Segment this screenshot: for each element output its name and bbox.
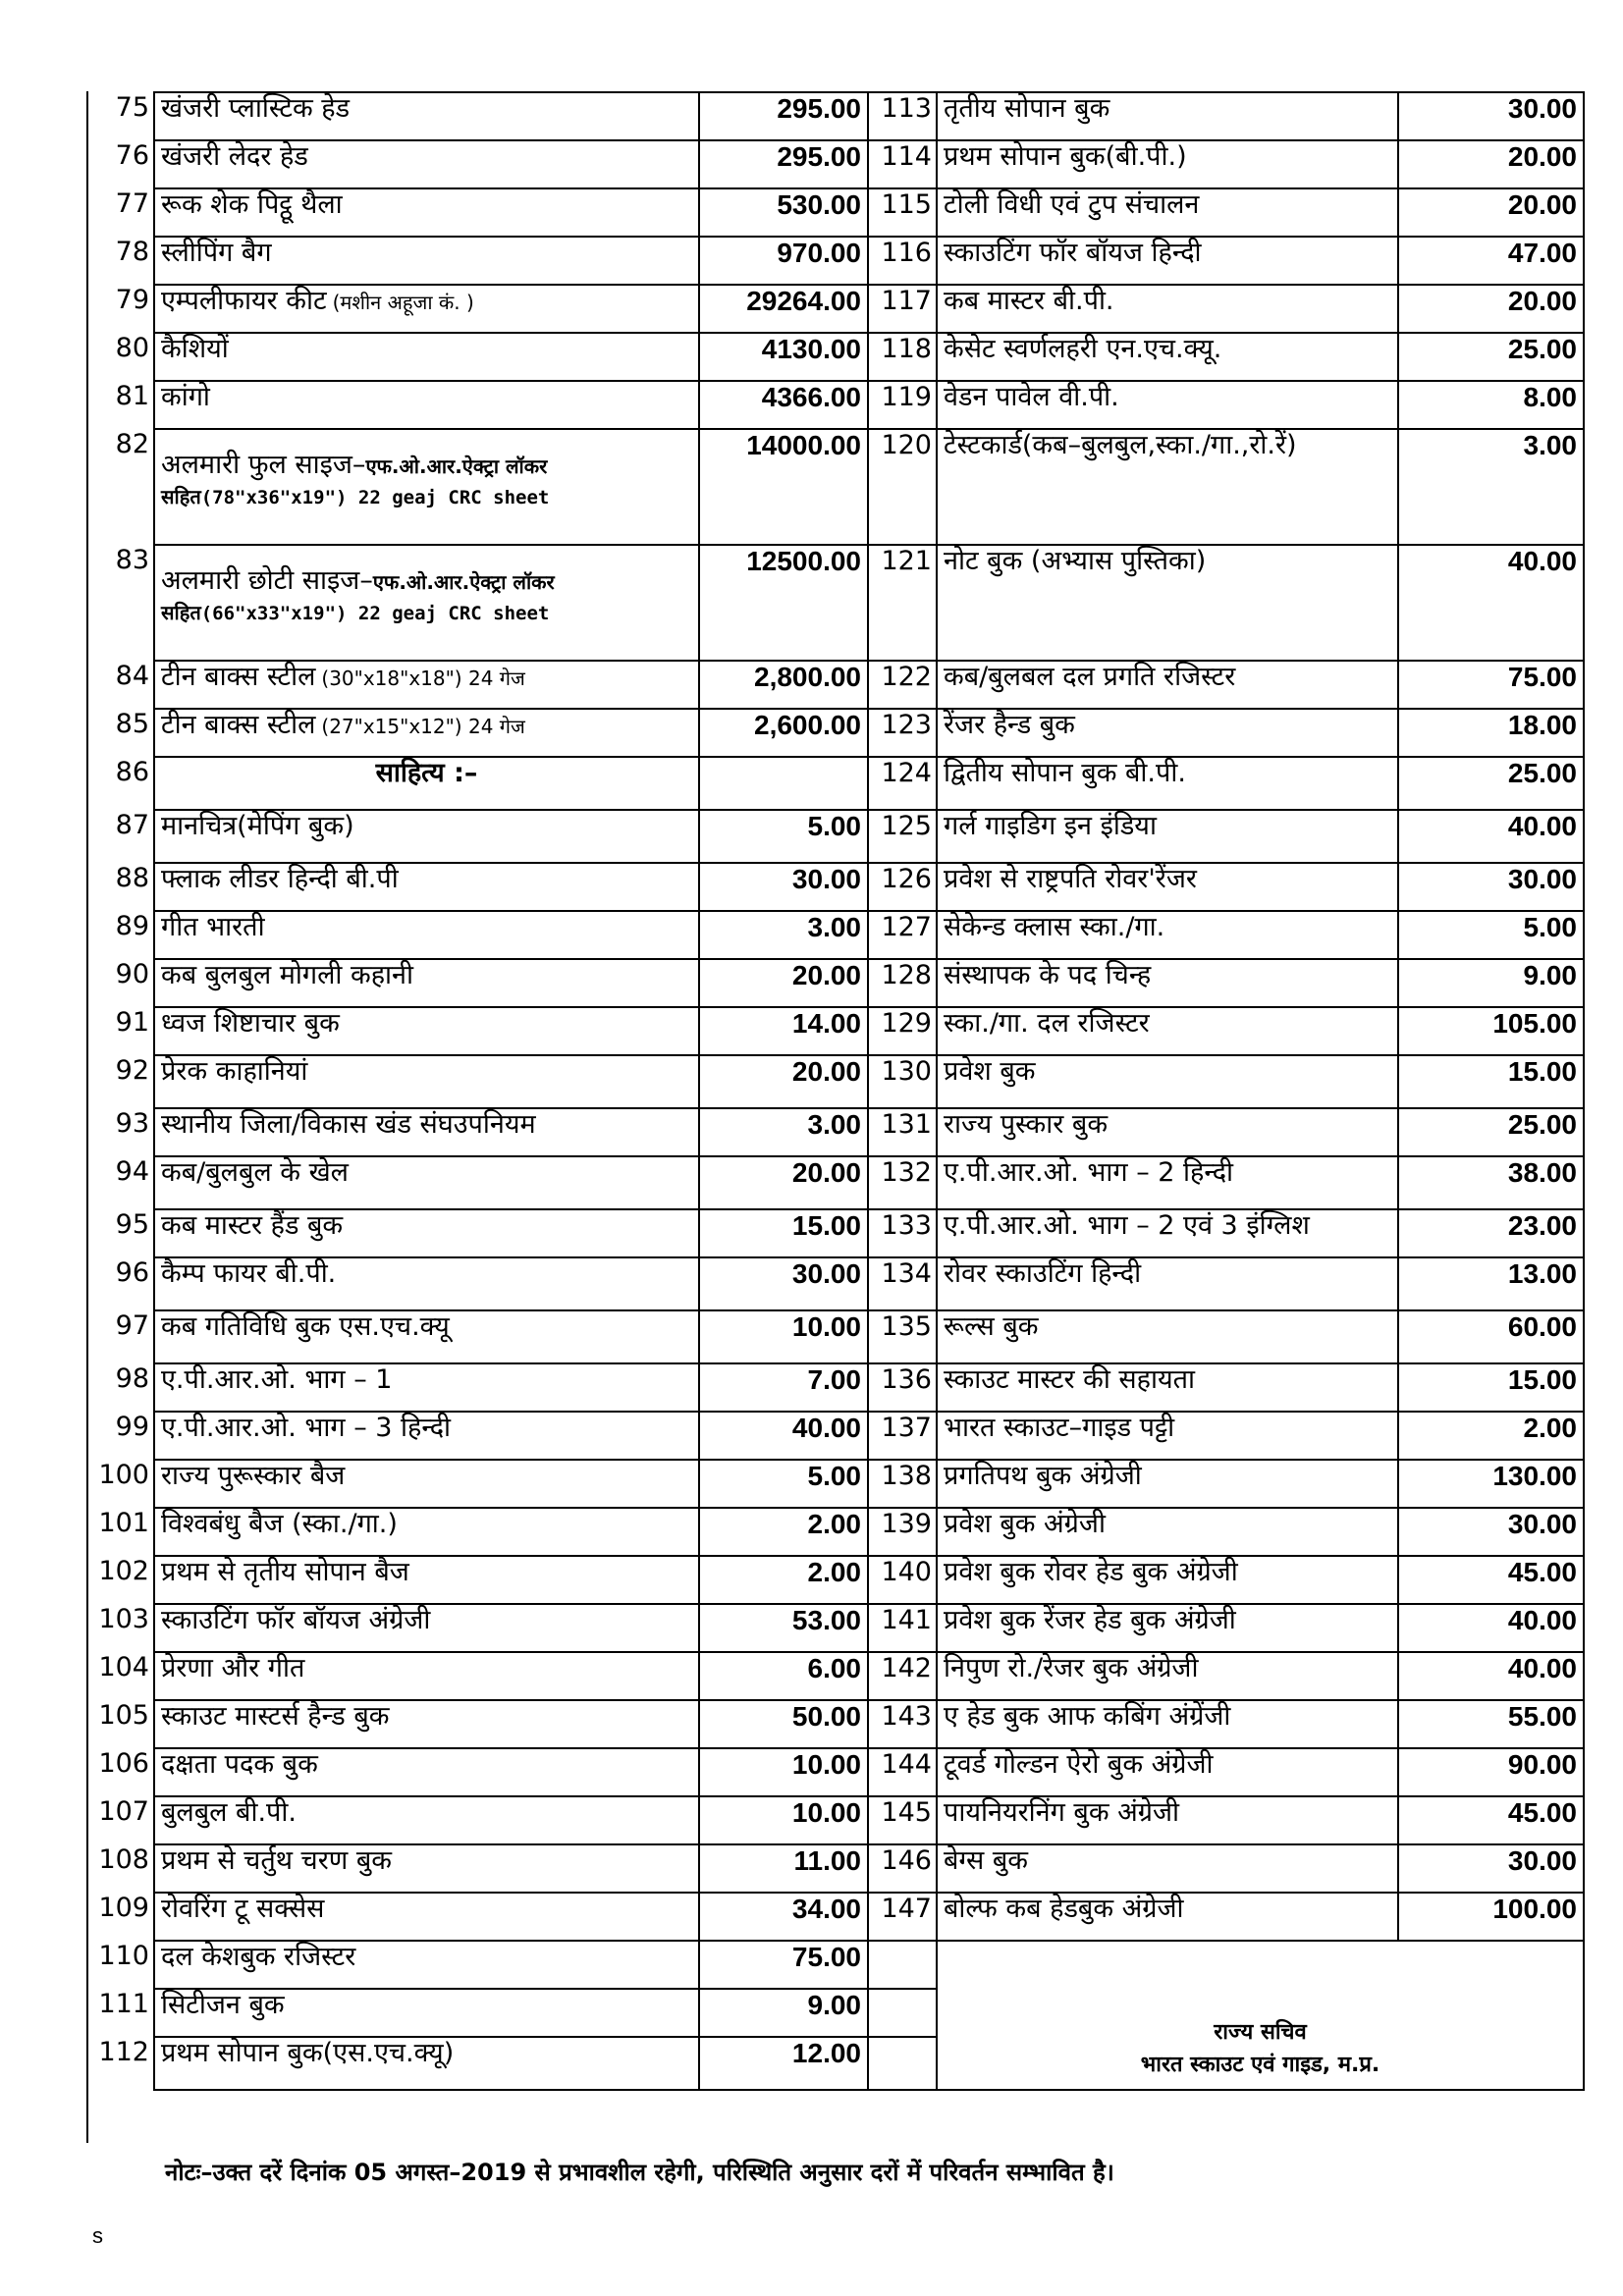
item-name: विश्वबंधु बैज (स्का./गा.) [154,1508,699,1556]
item-number: 95 [115,1209,149,1240]
item-number: 124 [868,757,937,810]
item-price [699,757,868,810]
table-row [93,1412,1584,1460]
item-price: 14000.00 [699,429,868,545]
item-name: दल केशबुक रजिस्टर [154,1941,699,1989]
item-number: 121 [868,545,937,661]
item-price: 38.00 [1398,1156,1584,1209]
table-row [93,1257,1584,1310]
item-number: 128 [868,959,937,1007]
item-price: 3.00 [1398,429,1584,545]
item-name-text: टीन बाक्स स्टील [161,662,316,692]
item-number: 120 [868,429,937,545]
item-number: 101 [98,1508,149,1538]
item-number: 115 [868,188,937,237]
item-number: 102 [98,1556,149,1586]
item-spec: (66"x33"x19") 22 geaj CRC sheet [200,603,550,625]
item-price: 530.00 [699,188,868,237]
item-name [154,429,699,545]
item-price: 25.00 [1398,757,1584,810]
table-row [93,333,1584,381]
item-number: 112 [98,2037,149,2067]
item-name: कैशियों [154,333,699,381]
table-row [93,1460,1584,1508]
item-name [154,661,699,709]
item-price: 18.00 [1398,709,1584,757]
item-name: बेग्स बुक [937,1844,1398,1893]
item-name: स्काउटिंग फॉर बॉयज हिन्दी [937,237,1398,285]
item-number: 146 [868,1844,937,1893]
item-price: 2,600.00 [699,709,868,757]
table-row [93,959,1584,1007]
item-number: 135 [868,1310,937,1363]
item-name: प्रवेश बुक [937,1055,1398,1108]
item-number: 96 [115,1257,149,1288]
item-name: प्रथम से तृतीय सोपान बैज [154,1556,699,1604]
item-price: 2.00 [1398,1412,1584,1460]
item-price: 30.00 [1398,863,1584,911]
table-row [93,911,1584,959]
item-number: 138 [868,1460,937,1508]
item-name: खंजरी लेदर हेड [154,140,699,188]
item-number: 114 [868,140,937,188]
item-name: प्रथम से चर्तुथ चरण बुक [154,1844,699,1893]
item-price: 10.00 [699,1310,868,1363]
item-number: 126 [868,863,937,911]
item-number: 93 [115,1108,149,1139]
item-number: 98 [115,1363,149,1394]
item-number: 119 [868,381,937,429]
item-price: 90.00 [1398,1748,1584,1796]
signature-title: राज्य सचिव [1214,2020,1307,2045]
item-number: 131 [868,1108,937,1156]
item-price: 4366.00 [699,381,868,429]
item-price: 25.00 [1398,333,1584,381]
empty-cell [868,2037,937,2090]
item-name: रोवरिंग टू सक्सेस [154,1893,699,1941]
item-name: पायनियरनिंग बुक अंग्रेजी [937,1796,1398,1844]
page-mark: s [92,2223,103,2248]
item-number: 134 [868,1257,937,1310]
rate-list-sheet [93,91,1584,2091]
item-price: 30.00 [699,1257,868,1310]
item-name: भारत स्काउट–गाइड पट्टी [937,1412,1398,1460]
item-name: निपुण रो./रेजर बुक अंग्रेजी [937,1652,1398,1700]
item-price: 30.00 [1398,1508,1584,1556]
item-number: 127 [868,911,937,959]
item-price: 14.00 [699,1007,868,1055]
item-name: मानचित्र(मेपिंग बुक) [154,810,699,863]
item-price: 47.00 [1398,237,1584,285]
item-price: 6.00 [699,1652,868,1700]
item-price: 11.00 [699,1844,868,1893]
item-price: 15.00 [1398,1055,1584,1108]
item-number: 145 [868,1796,937,1844]
table-row [93,381,1584,429]
item-name: रूक शेक पिट्ठू थैला [154,188,699,237]
item-price: 130.00 [1398,1460,1584,1508]
item-name: कब गतिविधि बुक एस.एच.क्यू [154,1310,699,1363]
left-margin-rule [86,91,88,2143]
item-name: प्रगतिपथ बुक अंग्रेजी [937,1460,1398,1508]
empty-cell [868,1941,937,1989]
table-row [93,1007,1584,1055]
table-row [93,1108,1584,1156]
item-name-text: अलमारी छोटी साइज– [161,565,373,596]
item-price: 7.00 [699,1363,868,1412]
item-number: 110 [98,1941,149,1971]
item-price: 75.00 [1398,661,1584,709]
item-price: 3.00 [699,1108,868,1156]
item-price: 2,800.00 [699,661,868,709]
table-row [93,1893,1584,1941]
empty-cell [868,1989,937,2037]
item-number: 87 [115,810,149,840]
table-row [93,1209,1584,1257]
rate-table [93,91,1585,2091]
table-row [93,1363,1584,1412]
item-number: 92 [115,1055,149,1086]
item-name: टोली विधी एवं टुप संचालन [937,188,1398,237]
item-number: 94 [115,1156,149,1187]
table-row [93,1748,1584,1796]
item-spec: (मशीन अहूजा कं. ) [332,291,474,314]
signature-block [937,1941,1584,2090]
item-price: 20.00 [699,959,868,1007]
item-number: 83 [115,545,149,575]
item-number: 80 [115,333,149,363]
item-number: 81 [115,381,149,411]
item-name: ध्वज शिष्टाचार बुक [154,1007,699,1055]
item-price: 4130.00 [699,333,868,381]
item-name: द्वितीय सोपान बुक बी.पी. [937,757,1398,810]
item-price: 34.00 [699,1893,868,1941]
item-price: 12500.00 [699,545,868,661]
item-name: कब/बुलबल दल प्रगति रजिस्टर [937,661,1398,709]
table-row [93,1700,1584,1748]
item-price: 9.00 [699,1989,868,2037]
item-name: प्रेरणा और गीत [154,1652,699,1700]
item-number: 77 [115,188,149,219]
item-number: 100 [98,1460,149,1490]
table-row [93,1796,1584,1844]
item-number: 129 [868,1007,937,1055]
item-price: 40.00 [1398,1604,1584,1652]
item-name: टूवर्ड गोल्डन ऐरो बुक अंग्रेजी [937,1748,1398,1796]
item-price: 60.00 [1398,1310,1584,1363]
item-name: कब/बुलबुल के खेल [154,1156,699,1209]
item-price: 20.00 [1398,285,1584,333]
item-price: 53.00 [699,1604,868,1652]
item-name: स्का./गा. दल रजिस्टर [937,1007,1398,1055]
item-name: राज्य पुस्कार बुक [937,1108,1398,1156]
item-price: 29264.00 [699,285,868,333]
item-price: 2.00 [699,1556,868,1604]
item-name-line2: सहित [161,601,201,625]
table-row [93,237,1584,285]
table-row [93,1055,1584,1108]
item-number: 85 [115,709,149,739]
item-name: ए.पी.आर.ओ. भाग – 1 [154,1363,699,1412]
item-name [154,709,699,757]
table-row [93,757,1584,810]
item-number: 91 [115,1007,149,1038]
item-name: गीत भारती [154,911,699,959]
item-spec: (27"x15"x12") 24 गेज [321,715,525,738]
item-number: 104 [98,1652,149,1682]
item-name: स्काउट मास्टर की सहायता [937,1363,1398,1412]
item-name: राज्य पुरूस्कार बैज [154,1460,699,1508]
item-price: 8.00 [1398,381,1584,429]
item-number: 136 [868,1363,937,1412]
item-number: 84 [115,661,149,691]
item-name: कब मास्टर बी.पी. [937,285,1398,333]
item-price: 40.00 [1398,545,1584,661]
table-row [93,1941,1584,1989]
item-number: 130 [868,1055,937,1108]
item-name: साहित्य :– [154,757,699,810]
item-number: 141 [868,1604,937,1652]
item-name: फ्लाक लीडर हिन्दी बी.पी [154,863,699,911]
table-row [93,188,1584,237]
item-price: 295.00 [699,92,868,140]
item-price: 20.00 [1398,188,1584,237]
table-row [93,709,1584,757]
item-number: 79 [115,285,149,315]
table-row [93,1844,1584,1893]
item-number: 89 [115,911,149,941]
table-row [93,1604,1584,1652]
item-price: 970.00 [699,237,868,285]
item-name: खंजरी प्लास्टिक हेड [154,92,699,140]
item-price: 5.00 [1398,911,1584,959]
item-name: दक्षता पदक बुक [154,1748,699,1796]
item-name: स्काउटिंग फॉर बॉयज अंग्रेजी [154,1604,699,1652]
item-spec: (30"x18"x18") 24 गेज [321,667,525,690]
table-row [93,285,1584,333]
item-number: 103 [98,1604,149,1634]
item-number: 125 [868,810,937,863]
item-number: 86 [115,757,149,787]
table-row [93,545,1584,661]
item-name: रूल्स बुक [937,1310,1398,1363]
item-price: 15.00 [699,1209,868,1257]
item-number: 117 [868,285,937,333]
item-price: 5.00 [699,810,868,863]
table-row [93,810,1584,863]
item-price: 13.00 [1398,1257,1584,1310]
item-price: 50.00 [699,1700,868,1748]
table-row [93,661,1584,709]
table-row [93,1652,1584,1700]
item-price: 12.00 [699,2037,868,2090]
item-number: 76 [115,140,149,171]
item-name: ए.पी.आर.ओ. भाग – 2 एवं 3 इंग्लिश [937,1209,1398,1257]
item-name [154,285,699,333]
item-number: 137 [868,1412,937,1460]
footnote: नोटः–उक्त दरें दिनांक 05 अगस्त–2019 से प्रभावशील रहेगी, परिस्थिति अनुसार दरों में परिवर्तन सम्भावित है। [165,2159,1114,2186]
table-row [93,429,1584,545]
item-number: 118 [868,333,937,381]
item-number: 82 [115,429,149,459]
item-name: स्लीपिंग बैग [154,237,699,285]
item-price: 20.00 [699,1055,868,1108]
item-name: प्रेरक काहानियां [154,1055,699,1108]
table-row [93,1310,1584,1363]
item-number: 133 [868,1209,937,1257]
item-name: सेकेन्ड क्लास स्का./गा. [937,911,1398,959]
item-price: 45.00 [1398,1556,1584,1604]
item-name: प्रवेश बुक रोवर हेड बुक अंग्रेजी [937,1556,1398,1604]
item-price: 10.00 [699,1748,868,1796]
item-name: नोट बुक (अभ्यास पुस्तिका) [937,545,1398,661]
item-name: प्रवेश बुक अंग्रेजी [937,1508,1398,1556]
item-name [154,545,699,661]
item-price: 75.00 [699,1941,868,1989]
item-price: 105.00 [1398,1007,1584,1055]
item-price: 3.00 [699,911,868,959]
item-price: 30.00 [699,863,868,911]
item-name: कांगो [154,381,699,429]
item-price: 40.00 [699,1412,868,1460]
item-number: 143 [868,1700,937,1748]
item-price: 23.00 [1398,1209,1584,1257]
item-number: 109 [98,1893,149,1923]
item-name-line2: सहित [161,485,201,509]
item-number: 75 [115,92,149,123]
item-name: ए हेड बुक आफ कबिंग अंग्रेंजी [937,1700,1398,1748]
item-number: 106 [98,1748,149,1779]
item-price: 40.00 [1398,1652,1584,1700]
item-price: 45.00 [1398,1796,1584,1844]
item-number: 97 [115,1310,149,1341]
table-row [93,92,1584,140]
item-price: 20.00 [1398,140,1584,188]
item-name: स्थानीय जिला/विकास खंड संघउपनियम [154,1108,699,1156]
item-number: 88 [115,863,149,893]
item-name: वेडन पावेल वी.पी. [937,381,1398,429]
item-number: 116 [868,237,937,285]
item-number: 132 [868,1156,937,1209]
item-price: 30.00 [1398,92,1584,140]
table-row [93,1556,1584,1604]
item-name: बोल्फ कब हेडबुक अंग्रेजी [937,1893,1398,1941]
table-row [93,1156,1584,1209]
item-number: 123 [868,709,937,757]
item-price: 15.00 [1398,1363,1584,1412]
table-row [93,863,1584,911]
item-number: 144 [868,1748,937,1796]
table-row [93,1508,1584,1556]
item-number: 90 [115,959,149,989]
item-spec: (78"x36"x19") 22 geaj CRC sheet [200,487,550,509]
item-number: 111 [98,1989,149,2019]
item-name: सिटीजन बुक [154,1989,699,2037]
item-name-bold: एफ.ओ.आर.ऐक्ट्रा लॉकर [372,570,555,594]
item-price: 20.00 [699,1156,868,1209]
item-number: 105 [98,1700,149,1731]
item-name: प्रथम सोपान बुक(एस.एच.क्यू) [154,2037,699,2090]
item-name: संस्थापक के पद चिन्ह [937,959,1398,1007]
item-price: 295.00 [699,140,868,188]
item-name: प्रथम सोपान बुक(बी.पी.) [937,140,1398,188]
item-price: 100.00 [1398,1893,1584,1941]
item-name: प्रवेश बुक रेंजर हेड बुक अंग्रेजी [937,1604,1398,1652]
item-price: 10.00 [699,1796,868,1844]
item-price: 30.00 [1398,1844,1584,1893]
item-name: ए.पी.आर.ओ. भाग – 2 हिन्दी [937,1156,1398,1209]
item-name-text: अलमारी फुल साइज– [161,450,366,480]
item-price: 55.00 [1398,1700,1584,1748]
item-name: बुलबुल बी.पी. [154,1796,699,1844]
signature-org: भारत स्काउट एवं गाइड, म.प्र. [1140,2053,1380,2077]
item-number: 113 [868,92,937,140]
item-name: स्काउट मास्टर्स हैन्ड बुक [154,1700,699,1748]
item-price: 25.00 [1398,1108,1584,1156]
item-number: 108 [98,1844,149,1875]
item-name: कब मास्टर हैंड बुक [154,1209,699,1257]
item-name-text: टीन बाक्स स्टील [161,710,316,740]
item-number: 99 [115,1412,149,1442]
item-name: केसेट स्वर्णलहरी एन.एच.क्यू. [937,333,1398,381]
item-number: 140 [868,1556,937,1604]
table-row [93,140,1584,188]
item-price: 40.00 [1398,810,1584,863]
item-name: गर्ल गाइडिग इन इंडिया [937,810,1398,863]
item-name: टेस्टकार्ड(कब–बुलबुल,स्का./गा.,रो.रें) [937,429,1398,545]
item-name-bold: एफ.ओ.आर.ऐक्ट्रा लॉकर [365,454,548,478]
item-name-text: एम्पलीफायर कीट [161,286,327,316]
item-name: कब बुलबुल मोगली कहानी [154,959,699,1007]
item-number: 78 [115,237,149,267]
item-number: 139 [868,1508,937,1556]
item-name: रोवर स्काउटिंग हिन्दी [937,1257,1398,1310]
item-price: 2.00 [699,1508,868,1556]
item-number: 142 [868,1652,937,1700]
item-name: रेंजर हैन्ड बुक [937,709,1398,757]
item-number: 147 [868,1893,937,1941]
item-number: 107 [98,1796,149,1827]
item-name: ए.पी.आर.ओ. भाग – 3 हिन्दी [154,1412,699,1460]
item-price: 9.00 [1398,959,1584,1007]
item-name: कैम्प फायर बी.पी. [154,1257,699,1310]
item-number: 122 [868,661,937,709]
item-name: प्रवेश से राष्ट्रपति रोवर'रेंजर [937,863,1398,911]
item-price: 5.00 [699,1460,868,1508]
item-name: तृतीय सोपान बुक [937,92,1398,140]
